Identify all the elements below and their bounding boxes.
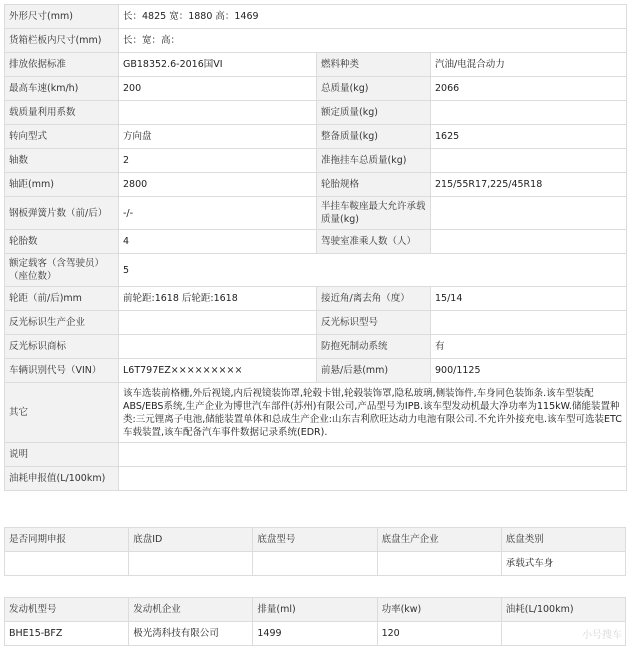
curb-mass-value: 1625 [431,125,627,149]
wheelbase-label: 轴距(mm) [5,173,119,197]
cargo-value: 长：宽：高： [119,29,627,53]
row-steering [5,125,627,149]
reflect-model-label: 反光标识型号 [317,311,431,335]
reflect-model-value [431,311,627,335]
chassis-table [4,527,626,576]
engine-header-cell: 发动机企业 [129,598,253,622]
angle-label: 接近角/离去角（度） [317,287,431,311]
row-spring [5,197,627,230]
rated-load-label: 额定质量(kg) [317,101,431,125]
engine-cell: BHE15-BFZ [5,622,129,646]
reflect-brand-value [119,335,317,359]
speed-value: 200 [119,77,317,101]
row-speed [5,77,627,101]
vin-value: L6T797EZ××××××××× [119,359,317,383]
fuel-label: 燃料种类 [317,53,431,77]
engine-data-row [5,622,626,646]
engine-header-cell: 油耗(L/100km) [501,598,625,622]
tire-label: 轮胎规格 [317,173,431,197]
row-vin [5,359,627,383]
engine-cell: 1499 [253,622,377,646]
engine-cell: 极光湾科技有限公司 [129,622,253,646]
engine-header-cell: 排量(ml) [253,598,377,622]
chassis-cell: 承载式车身 [501,552,625,576]
trailer-value [431,149,627,173]
spec-table [4,4,627,491]
other-label: 其它 [5,383,119,443]
dims-value: 长：4825 宽：1880 高：1469 [119,5,627,29]
track-label: 轮距（前/后)mm [5,287,119,311]
wheelbase-value: 2800 [119,173,317,197]
abs-label: 防抱死制动系统 [317,335,431,359]
axles-value: 2 [119,149,317,173]
cargo-label: 货箱栏板内尺寸(mm) [5,29,119,53]
steering-label: 转向型式 [5,125,119,149]
curb-mass-label: 整备质量(kg) [317,125,431,149]
row-cargo [5,29,627,53]
chassis-cell [129,552,253,576]
row-axles [5,149,627,173]
seats-value: 5 [119,254,627,287]
row-emission [5,53,627,77]
cab-label: 驾驶室准乘人数（人） [317,230,431,254]
overhang-label: 前悬/后悬(mm) [317,359,431,383]
wheels-label: 轮胎数 [5,230,119,254]
note-value [119,443,627,467]
angle-value: 15/14 [431,287,627,311]
engine-header-cell: 发动机型号 [5,598,129,622]
reflect-maker-value [119,311,317,335]
cab-value [431,230,627,254]
load-util-value [119,101,317,125]
vin-label: 车辆识别代号（VIN） [5,359,119,383]
note-label: 说明 [5,443,119,467]
axles-label: 轴数 [5,149,119,173]
chassis-header-cell: 底盘ID [129,528,253,552]
row-note [5,443,627,467]
reflect-maker-label: 反光标识生产企业 [5,311,119,335]
reflect-brand-label: 反光标识商标 [5,335,119,359]
tire-value: 215/55R17,225/45R18 [431,173,627,197]
total-mass-value: 2066 [431,77,627,101]
rated-load-value [431,101,627,125]
chassis-cell [5,552,129,576]
abs-value: 有 [431,335,627,359]
engine-header-cell: 功率(kw) [377,598,501,622]
emission-value: GB18352.6-2016国VI [119,53,317,77]
row-load-util [5,101,627,125]
row-reflect-maker [5,311,627,335]
row-track [5,287,627,311]
row-wheelbase [5,173,627,197]
spring-value: -/- [119,197,317,230]
watermark: 小号搜车 [582,630,622,641]
chassis-header-cell: 底盘型号 [253,528,377,552]
chassis-header-cell: 底盘生产企业 [377,528,501,552]
trailer-label: 准拖挂车总质量(kg) [317,149,431,173]
chassis-cell [377,552,501,576]
row-other [5,383,627,443]
emission-label: 排放依据标准 [5,53,119,77]
fuel-value: 汽油/电混合动力 [431,53,627,77]
overhang-value: 900/1125 [431,359,627,383]
chassis-cell [253,552,377,576]
wheels-value: 4 [119,230,317,254]
speed-label: 最高车速(km/h) [5,77,119,101]
fuel-cons-label: 油耗申报值(L/100km) [5,467,119,491]
chassis-data-row [5,552,626,576]
other-value: 该车选装前格栅,外后视镜,内后视镜装饰罩,轮毂卡钳,轮毂装饰罩,隐私玻璃,侧装饰件,车身同色装饰条.该车型装配ABS/EBS系统,生产企业为博世汽车部件(苏州)有限公司,产品型号为IPB.该车型发动机最大净功率为115kW.储能装置种类:三元锂离子电池,储能装置单体和总成生产企业:山东吉利欣旺达动力电池有限公司.不允许外接充电.该车型可选装ETC车载装置,该车配备汽车事件数据记录系统(EDR). [119,383,627,443]
engine-table [4,597,626,646]
chassis-header-row [5,528,626,552]
row-seats [5,254,627,287]
fuel-cons-value [119,467,627,491]
saddle-label: 半挂车鞍座最大允许承载质量(kg) [317,197,431,230]
row-dimensions [5,5,627,29]
engine-cell: 120 [377,622,501,646]
row-fuel-cons [5,467,627,491]
load-util-label: 载质量利用系数 [5,101,119,125]
chassis-header-cell: 底盘类别 [501,528,625,552]
row-reflect-brand [5,335,627,359]
engine-header-row [5,598,626,622]
track-value: 前轮距:1618 后轮距:1618 [119,287,317,311]
spring-label: 钢板弹簧片数（前/后） [5,197,119,230]
saddle-value [431,197,627,230]
total-mass-label: 总质量(kg) [317,77,431,101]
row-wheels [5,230,627,254]
chassis-header-cell: 是否同期申报 [5,528,129,552]
steering-value: 方向盘 [119,125,317,149]
seats-label: 额定载客（含驾驶员）（座位数） [5,254,119,287]
dims-label: 外形尺寸(mm) [5,5,119,29]
